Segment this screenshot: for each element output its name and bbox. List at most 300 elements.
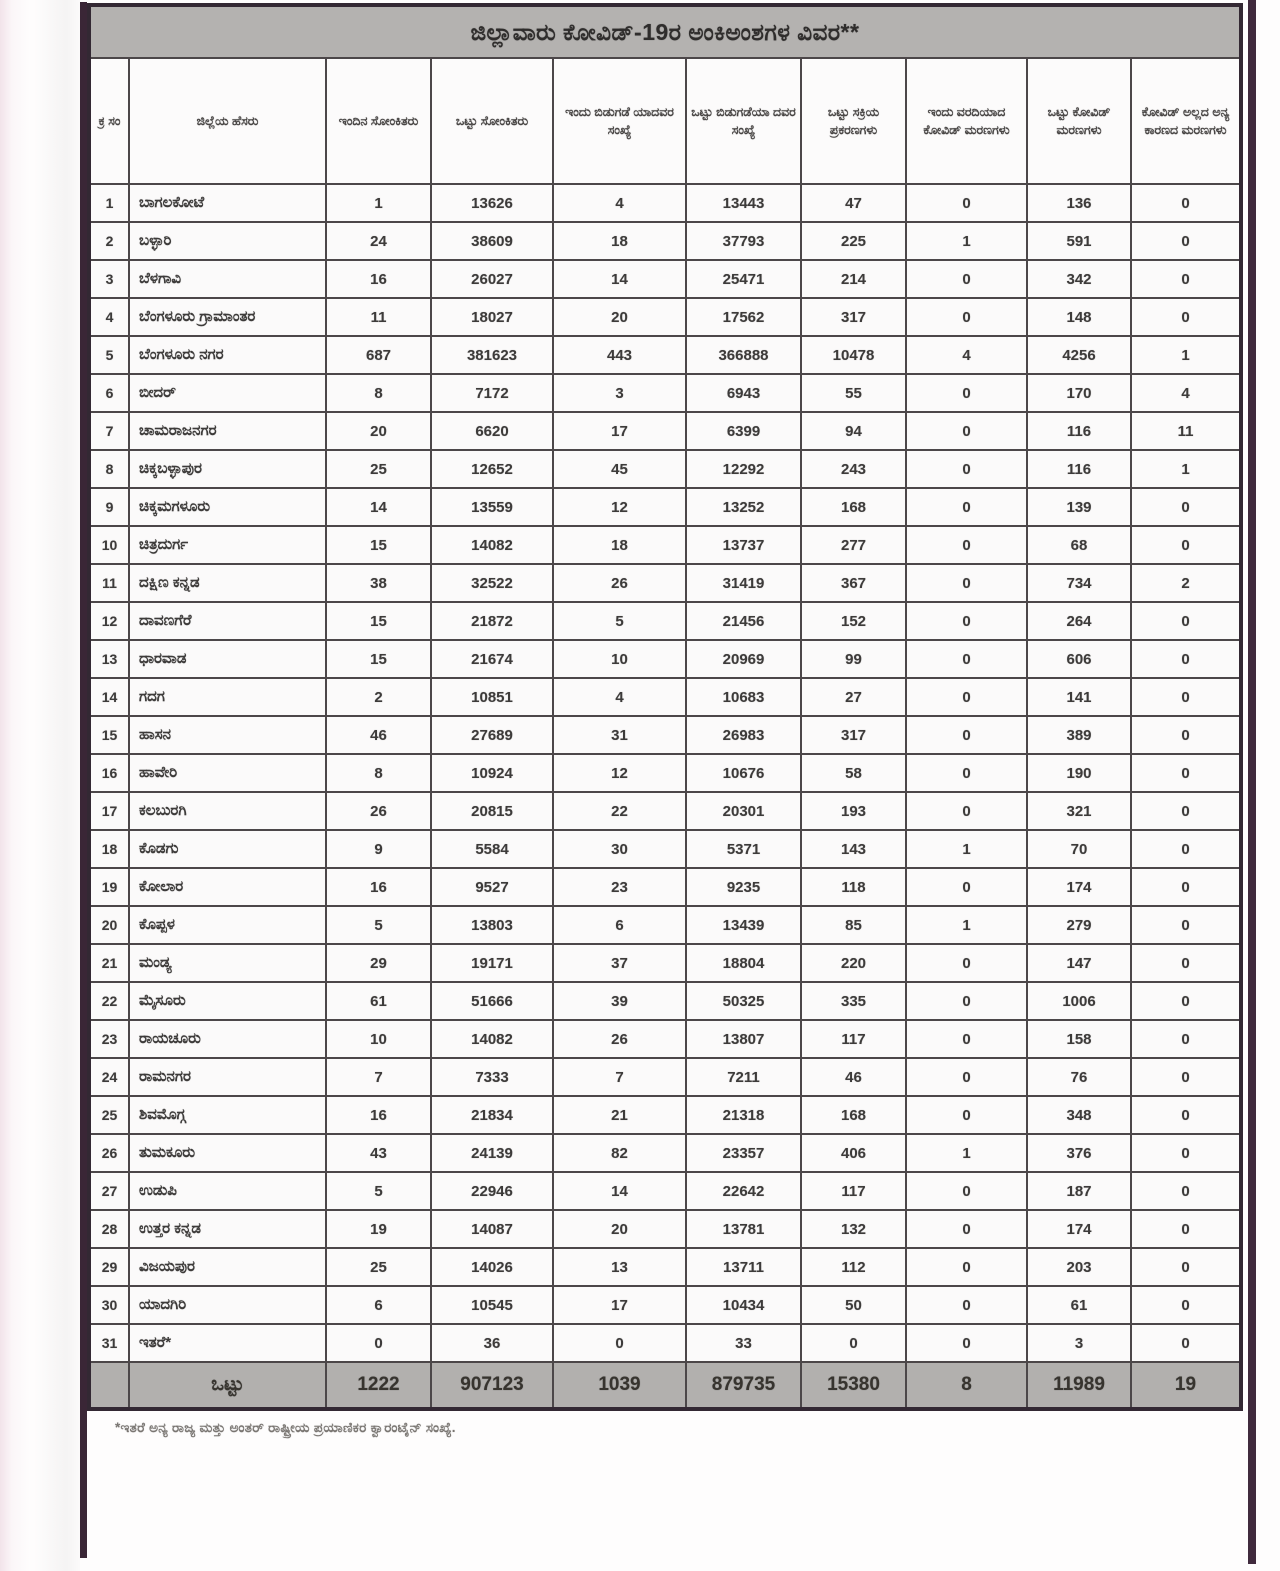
column-header-active_cases: ಒಟ್ಟು ಸಕ್ರಿಯ ಪ್ರಕರಣಗಳು xyxy=(801,58,906,184)
cell-noncovid_deaths: 0 xyxy=(1131,1134,1241,1172)
cell-slno: 10 xyxy=(89,526,129,564)
column-header-today_discharged: ಇಂದು ಬಿಡುಗಡೆ ಯಾದವರ ಸಂಖ್ಯೆ xyxy=(553,58,686,184)
cell-total_covid_deaths: 116 xyxy=(1027,412,1131,450)
scan-shadow-band xyxy=(34,0,80,1571)
cell-today_covid_deaths: 0 xyxy=(906,1020,1027,1058)
cell-today_discharged: 4 xyxy=(553,678,686,716)
cell-district: ಉಡುಪಿ xyxy=(129,1172,326,1210)
cell-today_cases: 16 xyxy=(326,260,431,298)
cell-today_cases: 5 xyxy=(326,906,431,944)
cell-today_discharged: 31 xyxy=(553,716,686,754)
cell-today_cases: 16 xyxy=(326,868,431,906)
cell-today_covid_deaths: 0 xyxy=(906,1248,1027,1286)
cell-total_covid_deaths: 116 xyxy=(1027,450,1131,488)
left-vertical-rule xyxy=(80,2,87,1558)
cell-active_cases: 225 xyxy=(801,222,906,260)
cell-total_covid_deaths: 279 xyxy=(1027,906,1131,944)
cell-today_cases: 16 xyxy=(326,1096,431,1134)
total-today_covid_deaths: 8 xyxy=(906,1362,1027,1409)
cell-district: ಧಾರವಾಡ xyxy=(129,640,326,678)
cell-slno: 5 xyxy=(89,336,129,374)
cell-active_cases: 94 xyxy=(801,412,906,450)
cell-slno: 28 xyxy=(89,1210,129,1248)
cell-today_discharged: 14 xyxy=(553,1172,686,1210)
cell-slno: 15 xyxy=(89,716,129,754)
cell-today_discharged: 26 xyxy=(553,564,686,602)
cell-today_discharged: 0 xyxy=(553,1324,686,1362)
cell-noncovid_deaths: 1 xyxy=(1131,336,1241,374)
cell-total_discharged: 13252 xyxy=(686,488,801,526)
cell-total_covid_deaths: 158 xyxy=(1027,1020,1131,1058)
cell-today_cases: 8 xyxy=(326,754,431,792)
cell-noncovid_deaths: 0 xyxy=(1131,868,1241,906)
cell-today_cases: 1 xyxy=(326,184,431,222)
cell-district: ಹಾವೇರಿ xyxy=(129,754,326,792)
table-row xyxy=(89,830,1241,868)
cell-today_cases: 15 xyxy=(326,526,431,564)
cell-today_cases: 6 xyxy=(326,1286,431,1324)
cell-total_cases: 13803 xyxy=(431,906,553,944)
cell-total_covid_deaths: 187 xyxy=(1027,1172,1131,1210)
cell-today_discharged: 17 xyxy=(553,412,686,450)
cell-today_covid_deaths: 0 xyxy=(906,678,1027,716)
cell-today_covid_deaths: 0 xyxy=(906,602,1027,640)
cell-today_covid_deaths: 0 xyxy=(906,1286,1027,1324)
cell-district: ರಾಯಚೂರು xyxy=(129,1020,326,1058)
cell-slno: 1 xyxy=(89,184,129,222)
cell-active_cases: 243 xyxy=(801,450,906,488)
cell-total_cases: 7172 xyxy=(431,374,553,412)
table-row xyxy=(89,1096,1241,1134)
cell-total_discharged: 13711 xyxy=(686,1248,801,1286)
cell-slno: 13 xyxy=(89,640,129,678)
cell-today_discharged: 21 xyxy=(553,1096,686,1134)
cell-active_cases: 317 xyxy=(801,716,906,754)
table-row xyxy=(89,944,1241,982)
cell-active_cases: 193 xyxy=(801,792,906,830)
cell-total_cases: 21872 xyxy=(431,602,553,640)
cell-district: ಮೈಸೂರು xyxy=(129,982,326,1020)
cell-total_cases: 21834 xyxy=(431,1096,553,1134)
cell-today_covid_deaths: 0 xyxy=(906,1058,1027,1096)
cell-total_cases: 21674 xyxy=(431,640,553,678)
cell-noncovid_deaths: 0 xyxy=(1131,792,1241,830)
cell-today_cases: 5 xyxy=(326,1172,431,1210)
cell-total_discharged: 10676 xyxy=(686,754,801,792)
cell-total_discharged: 10434 xyxy=(686,1286,801,1324)
cell-noncovid_deaths: 0 xyxy=(1131,1058,1241,1096)
cell-noncovid_deaths: 0 xyxy=(1131,830,1241,868)
cell-district: ಬೀದರ್ xyxy=(129,374,326,412)
cell-noncovid_deaths: 0 xyxy=(1131,488,1241,526)
cell-today_covid_deaths: 0 xyxy=(906,488,1027,526)
cell-total_discharged: 17562 xyxy=(686,298,801,336)
cell-total_cases: 26027 xyxy=(431,260,553,298)
cell-today_discharged: 12 xyxy=(553,488,686,526)
cell-district: ಬಾಗಲಕೋಟೆ xyxy=(129,184,326,222)
cell-slno: 27 xyxy=(89,1172,129,1210)
total-today_cases: 1222 xyxy=(326,1362,431,1409)
cell-total_cases: 38609 xyxy=(431,222,553,260)
cell-active_cases: 10478 xyxy=(801,336,906,374)
total-total_covid_deaths: 11989 xyxy=(1027,1362,1131,1409)
cell-today_cases: 14 xyxy=(326,488,431,526)
cell-today_cases: 38 xyxy=(326,564,431,602)
column-header-total_discharged: ಒಟ್ಟು ಬಿಡುಗಡೆಯಾ ದವರ ಸಂಖ್ಯೆ xyxy=(686,58,801,184)
table-row xyxy=(89,1248,1241,1286)
cell-today_covid_deaths: 1 xyxy=(906,222,1027,260)
cell-today_covid_deaths: 0 xyxy=(906,640,1027,678)
cell-today_discharged: 13 xyxy=(553,1248,686,1286)
cell-total_covid_deaths: 148 xyxy=(1027,298,1131,336)
cell-today_covid_deaths: 0 xyxy=(906,184,1027,222)
cell-total_covid_deaths: 376 xyxy=(1027,1134,1131,1172)
cell-today_discharged: 17 xyxy=(553,1286,686,1324)
title-row xyxy=(89,5,1241,58)
cell-total_discharged: 33 xyxy=(686,1324,801,1362)
table-row xyxy=(89,488,1241,526)
cell-total_covid_deaths: 136 xyxy=(1027,184,1131,222)
cell-today_covid_deaths: 0 xyxy=(906,1172,1027,1210)
cell-total_discharged: 50325 xyxy=(686,982,801,1020)
cell-noncovid_deaths: 0 xyxy=(1131,1172,1241,1210)
cell-today_cases: 10 xyxy=(326,1020,431,1058)
cell-active_cases: 335 xyxy=(801,982,906,1020)
cell-today_discharged: 10 xyxy=(553,640,686,678)
cell-district: ಕೊಡಗು xyxy=(129,830,326,868)
cell-today_discharged: 45 xyxy=(553,450,686,488)
table-row xyxy=(89,298,1241,336)
cell-total_cases: 27689 xyxy=(431,716,553,754)
cell-slno: 19 xyxy=(89,868,129,906)
cell-slno: 25 xyxy=(89,1096,129,1134)
cell-today_covid_deaths: 0 xyxy=(906,260,1027,298)
right-vertical-rule xyxy=(1248,0,1256,1564)
table-row xyxy=(89,868,1241,906)
total-active_cases: 15380 xyxy=(801,1362,906,1409)
cell-today_covid_deaths: 0 xyxy=(906,792,1027,830)
cell-noncovid_deaths: 0 xyxy=(1131,640,1241,678)
cell-total_covid_deaths: 76 xyxy=(1027,1058,1131,1096)
cell-today_cases: 25 xyxy=(326,1248,431,1286)
cell-district: ಕೊಪ್ಪಳ xyxy=(129,906,326,944)
cell-slno: 20 xyxy=(89,906,129,944)
cell-district: ದಕ್ಷಿಣ ಕನ್ನಡ xyxy=(129,564,326,602)
cell-noncovid_deaths: 0 xyxy=(1131,222,1241,260)
cell-today_cases: 8 xyxy=(326,374,431,412)
table-row xyxy=(89,1134,1241,1172)
cell-active_cases: 168 xyxy=(801,488,906,526)
table-row xyxy=(89,1058,1241,1096)
cell-total_cases: 5584 xyxy=(431,830,553,868)
cell-total_covid_deaths: 170 xyxy=(1027,374,1131,412)
table-row xyxy=(89,336,1241,374)
table-row xyxy=(89,1210,1241,1248)
cell-today_discharged: 20 xyxy=(553,298,686,336)
cell-slno: 26 xyxy=(89,1134,129,1172)
cell-total_cases: 19171 xyxy=(431,944,553,982)
table-row xyxy=(89,754,1241,792)
cell-total_covid_deaths: 139 xyxy=(1027,488,1131,526)
cell-total_covid_deaths: 4256 xyxy=(1027,336,1131,374)
cell-total_covid_deaths: 321 xyxy=(1027,792,1131,830)
cell-noncovid_deaths: 0 xyxy=(1131,602,1241,640)
cell-district: ಬೆಳಗಾವಿ xyxy=(129,260,326,298)
cell-noncovid_deaths: 0 xyxy=(1131,184,1241,222)
cell-today_cases: 11 xyxy=(326,298,431,336)
cell-active_cases: 55 xyxy=(801,374,906,412)
cell-today_discharged: 12 xyxy=(553,754,686,792)
cell-today_discharged: 18 xyxy=(553,526,686,564)
cell-total_discharged: 12292 xyxy=(686,450,801,488)
cell-noncovid_deaths: 0 xyxy=(1131,906,1241,944)
cell-active_cases: 47 xyxy=(801,184,906,222)
cell-today_cases: 25 xyxy=(326,450,431,488)
cell-noncovid_deaths: 0 xyxy=(1131,1210,1241,1248)
cell-district: ಕೋಲಾರ xyxy=(129,868,326,906)
table-row xyxy=(89,1172,1241,1210)
table-row xyxy=(89,1020,1241,1058)
cell-active_cases: 406 xyxy=(801,1134,906,1172)
cell-today_covid_deaths: 0 xyxy=(906,564,1027,602)
cell-total_discharged: 13439 xyxy=(686,906,801,944)
column-header-slno: ಕ್ರ ಸಂ xyxy=(89,58,129,184)
cell-noncovid_deaths: 1 xyxy=(1131,450,1241,488)
cell-total_cases: 10851 xyxy=(431,678,553,716)
cell-active_cases: 50 xyxy=(801,1286,906,1324)
cell-total_cases: 14087 xyxy=(431,1210,553,1248)
cell-slno: 7 xyxy=(89,412,129,450)
cell-total_cases: 381623 xyxy=(431,336,553,374)
cell-slno: 17 xyxy=(89,792,129,830)
cell-total_covid_deaths: 174 xyxy=(1027,868,1131,906)
table-row xyxy=(89,982,1241,1020)
cell-total_discharged: 13737 xyxy=(686,526,801,564)
cell-total_cases: 24139 xyxy=(431,1134,553,1172)
cell-total_cases: 18027 xyxy=(431,298,553,336)
cell-district: ಬೆಂಗಳೂರು ನಗರ xyxy=(129,336,326,374)
cell-noncovid_deaths: 4 xyxy=(1131,374,1241,412)
cell-today_covid_deaths: 4 xyxy=(906,336,1027,374)
cell-active_cases: 58 xyxy=(801,754,906,792)
cell-today_discharged: 14 xyxy=(553,260,686,298)
cell-today_covid_deaths: 0 xyxy=(906,868,1027,906)
cell-slno: 12 xyxy=(89,602,129,640)
cell-total_discharged: 21318 xyxy=(686,1096,801,1134)
cell-active_cases: 367 xyxy=(801,564,906,602)
cell-total_cases: 10545 xyxy=(431,1286,553,1324)
cell-noncovid_deaths: 0 xyxy=(1131,678,1241,716)
cell-slno: 3 xyxy=(89,260,129,298)
cell-total_covid_deaths: 591 xyxy=(1027,222,1131,260)
cell-total_covid_deaths: 174 xyxy=(1027,1210,1131,1248)
cell-total_discharged: 7211 xyxy=(686,1058,801,1096)
cell-total_cases: 12652 xyxy=(431,450,553,488)
cell-district: ಚಿತ್ರದುರ್ಗ xyxy=(129,526,326,564)
cell-district: ಉತ್ತರ ಕನ್ನಡ xyxy=(129,1210,326,1248)
cell-today_cases: 2 xyxy=(326,678,431,716)
cell-active_cases: 152 xyxy=(801,602,906,640)
cell-total_cases: 14026 xyxy=(431,1248,553,1286)
cell-active_cases: 0 xyxy=(801,1324,906,1362)
total-label: ಒಟ್ಟು xyxy=(129,1362,326,1409)
cell-noncovid_deaths: 0 xyxy=(1131,944,1241,982)
cell-total_discharged: 22642 xyxy=(686,1172,801,1210)
total-row xyxy=(89,1362,1241,1409)
cell-district: ಯಾದಗಿರಿ xyxy=(129,1286,326,1324)
cell-district: ಬಳ್ಳಾರಿ xyxy=(129,222,326,260)
cell-district: ದಾವಣಗೆರೆ xyxy=(129,602,326,640)
covid-table-sheet xyxy=(87,3,1243,1436)
cell-district: ಇತರೆ* xyxy=(129,1324,326,1362)
cell-total_covid_deaths: 141 xyxy=(1027,678,1131,716)
cell-district: ಚಾಮರಾಜನಗರ xyxy=(129,412,326,450)
cell-slno: 23 xyxy=(89,1020,129,1058)
cell-total_cases: 10924 xyxy=(431,754,553,792)
cell-today_discharged: 18 xyxy=(553,222,686,260)
cell-district: ಚಿಕ್ಕಬಳ್ಳಾಪುರ xyxy=(129,450,326,488)
table-row xyxy=(89,184,1241,222)
cell-district: ರಾಮನಗರ xyxy=(129,1058,326,1096)
cell-today_cases: 15 xyxy=(326,640,431,678)
footnote: *ಇತರೆ ಅನ್ಯ ರಾಜ್ಯ ಮತ್ತು ಅಂತರ್ ರಾಷ್ಟ್ರೀಯ ಪ್ರಯಾಣಿಕರ ಕ್ವಾರಂಟೈನ್ ಸಂಖ್ಯೆ. xyxy=(115,1420,456,1435)
table-body xyxy=(89,184,1241,1362)
cell-today_covid_deaths: 0 xyxy=(906,526,1027,564)
cell-active_cases: 27 xyxy=(801,678,906,716)
cell-today_covid_deaths: 1 xyxy=(906,1134,1027,1172)
cell-slno: 22 xyxy=(89,982,129,1020)
cell-active_cases: 132 xyxy=(801,1210,906,1248)
total-total_discharged: 879735 xyxy=(686,1362,801,1409)
cell-today_discharged: 3 xyxy=(553,374,686,412)
cell-district: ಹಾಸನ xyxy=(129,716,326,754)
cell-total_covid_deaths: 147 xyxy=(1027,944,1131,982)
cell-today_discharged: 30 xyxy=(553,830,686,868)
cell-today_cases: 19 xyxy=(326,1210,431,1248)
cell-today_discharged: 4 xyxy=(553,184,686,222)
table-row xyxy=(89,906,1241,944)
cell-active_cases: 118 xyxy=(801,868,906,906)
cell-slno: 6 xyxy=(89,374,129,412)
cell-today_covid_deaths: 0 xyxy=(906,716,1027,754)
cell-district: ಕಲಬುರಗಿ xyxy=(129,792,326,830)
cell-active_cases: 220 xyxy=(801,944,906,982)
cell-noncovid_deaths: 0 xyxy=(1131,1096,1241,1134)
cell-today_discharged: 37 xyxy=(553,944,686,982)
cell-slno: 16 xyxy=(89,754,129,792)
cell-noncovid_deaths: 0 xyxy=(1131,298,1241,336)
cell-today_covid_deaths: 0 xyxy=(906,1324,1027,1362)
cell-total_discharged: 25471 xyxy=(686,260,801,298)
cell-today_cases: 7 xyxy=(326,1058,431,1096)
cell-today_covid_deaths: 0 xyxy=(906,982,1027,1020)
cell-active_cases: 117 xyxy=(801,1172,906,1210)
cell-slno: 21 xyxy=(89,944,129,982)
cell-active_cases: 168 xyxy=(801,1096,906,1134)
table-row xyxy=(89,640,1241,678)
cell-today_cases: 9 xyxy=(326,830,431,868)
cell-today_covid_deaths: 0 xyxy=(906,374,1027,412)
header-row xyxy=(89,58,1241,184)
cell-total_cases: 13559 xyxy=(431,488,553,526)
cell-today_covid_deaths: 1 xyxy=(906,830,1027,868)
cell-noncovid_deaths: 0 xyxy=(1131,716,1241,754)
table-title: ಜಿಲ್ಲಾವಾರು ಕೋವಿಡ್-19ರ ಅಂಕಿಅಂಶಗಳ ವಿವರ** xyxy=(89,5,1241,58)
cell-active_cases: 46 xyxy=(801,1058,906,1096)
cell-today_cases: 15 xyxy=(326,602,431,640)
table-row xyxy=(89,1324,1241,1362)
cell-noncovid_deaths: 11 xyxy=(1131,412,1241,450)
cell-total_cases: 51666 xyxy=(431,982,553,1020)
cell-today_discharged: 82 xyxy=(553,1134,686,1172)
cell-today_covid_deaths: 0 xyxy=(906,944,1027,982)
cell-total_covid_deaths: 606 xyxy=(1027,640,1131,678)
cell-slno: 18 xyxy=(89,830,129,868)
cell-slno: 31 xyxy=(89,1324,129,1362)
cell-total_discharged: 18804 xyxy=(686,944,801,982)
cell-total_discharged: 9235 xyxy=(686,868,801,906)
cell-noncovid_deaths: 0 xyxy=(1131,1248,1241,1286)
total-today_discharged: 1039 xyxy=(553,1362,686,1409)
cell-noncovid_deaths: 0 xyxy=(1131,754,1241,792)
table-row xyxy=(89,602,1241,640)
cell-active_cases: 85 xyxy=(801,906,906,944)
cell-total_covid_deaths: 1006 xyxy=(1027,982,1131,1020)
cell-today_discharged: 23 xyxy=(553,868,686,906)
cell-total_discharged: 6399 xyxy=(686,412,801,450)
table-row xyxy=(89,716,1241,754)
cell-total_cases: 32522 xyxy=(431,564,553,602)
cell-noncovid_deaths: 2 xyxy=(1131,564,1241,602)
cell-total_covid_deaths: 190 xyxy=(1027,754,1131,792)
cell-total_discharged: 23357 xyxy=(686,1134,801,1172)
total-noncovid_deaths: 19 xyxy=(1131,1362,1241,1409)
cell-today_discharged: 6 xyxy=(553,906,686,944)
cell-today_discharged: 7 xyxy=(553,1058,686,1096)
cell-today_cases: 43 xyxy=(326,1134,431,1172)
table-row xyxy=(89,260,1241,298)
cell-today_cases: 29 xyxy=(326,944,431,982)
table-head xyxy=(89,5,1241,184)
cell-today_cases: 61 xyxy=(326,982,431,1020)
cell-total_cases: 14082 xyxy=(431,526,553,564)
cell-today_covid_deaths: 1 xyxy=(906,906,1027,944)
cell-today_discharged: 443 xyxy=(553,336,686,374)
cell-district: ಚಿಕ್ಕಮಗಳೂರು xyxy=(129,488,326,526)
cell-district: ಶಿವಮೊಗ್ಗ xyxy=(129,1096,326,1134)
cell-today_discharged: 26 xyxy=(553,1020,686,1058)
cell-today_cases: 26 xyxy=(326,792,431,830)
table-foot xyxy=(89,1362,1241,1409)
cell-active_cases: 214 xyxy=(801,260,906,298)
cell-total_discharged: 37793 xyxy=(686,222,801,260)
table-row xyxy=(89,412,1241,450)
cell-active_cases: 317 xyxy=(801,298,906,336)
cell-total_discharged: 5371 xyxy=(686,830,801,868)
column-header-today_cases: ಇಂದಿನ ಸೋಂಕಿತರು xyxy=(326,58,431,184)
table-row xyxy=(89,792,1241,830)
column-header-total_covid_deaths: ಒಟ್ಟು ಕೋವಿಡ್ ಮರಣಗಳು xyxy=(1027,58,1131,184)
cell-total_cases: 7333 xyxy=(431,1058,553,1096)
column-header-total_cases: ಒಟ್ಟು ಸೋಂಕಿತರು xyxy=(431,58,553,184)
cell-today_cases: 0 xyxy=(326,1324,431,1362)
cell-total_discharged: 366888 xyxy=(686,336,801,374)
cell-today_discharged: 20 xyxy=(553,1210,686,1248)
table-row xyxy=(89,564,1241,602)
page-left-gutter xyxy=(0,0,30,1571)
cell-total_discharged: 13443 xyxy=(686,184,801,222)
cell-today_covid_deaths: 0 xyxy=(906,754,1027,792)
